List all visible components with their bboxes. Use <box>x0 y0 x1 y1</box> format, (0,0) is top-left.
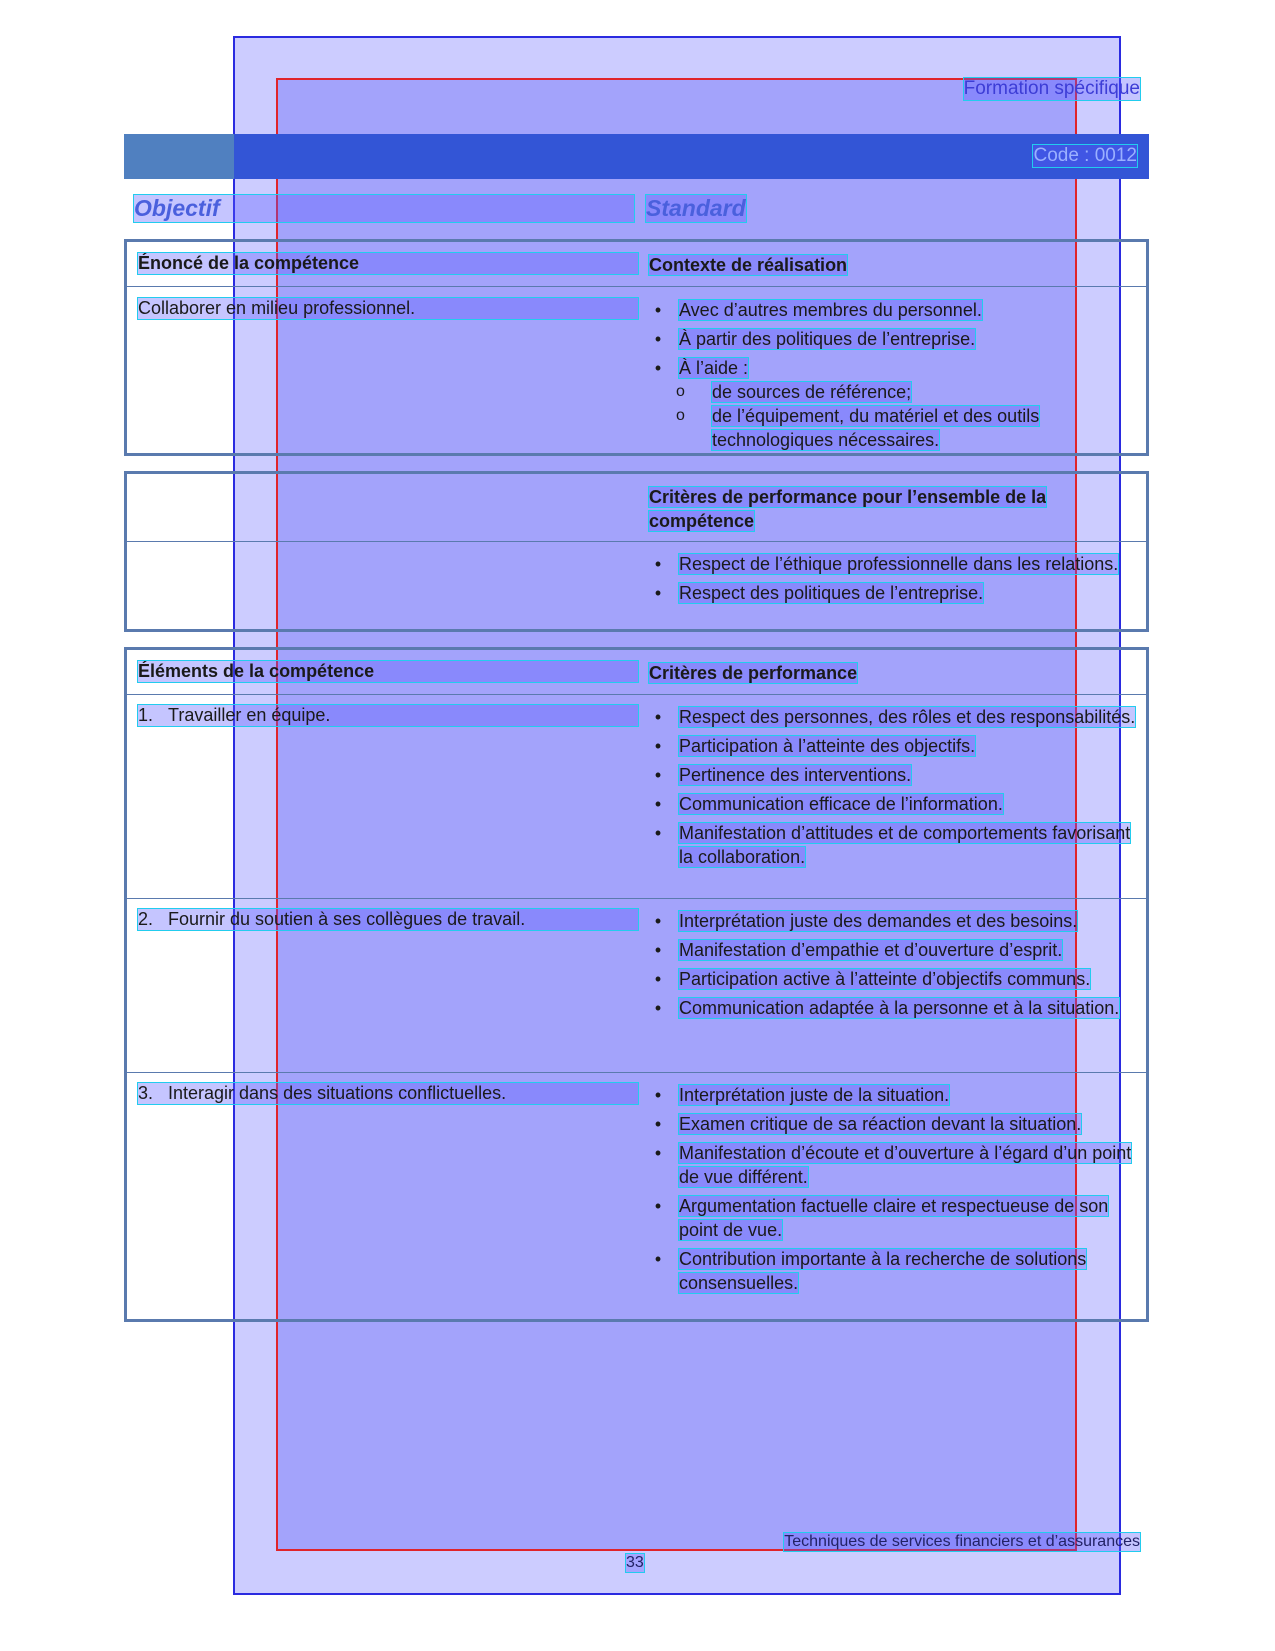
competency-statement-table <box>124 239 1149 456</box>
context-list <box>649 298 1149 452</box>
criteria-header: Critères de performance <box>649 663 858 683</box>
list-item: • Interprétation juste de la situation. <box>654 1085 950 1105</box>
standard-heading: Standard <box>646 195 746 221</box>
table-header-row <box>127 474 1146 542</box>
list-item: • Interprétation juste des demandes et des besoins. <box>654 911 1078 931</box>
overall-criteria-table <box>124 471 1149 632</box>
element-label: 3. Interagir dans des situations conflictuelles. <box>138 1083 638 1104</box>
context-header: Contexte de réalisation <box>649 255 848 275</box>
table-row <box>127 899 1146 1073</box>
table-header-row <box>127 242 1146 287</box>
elements-header: Éléments de la compétence <box>138 661 638 682</box>
list-item: • À l’aide : <box>654 358 749 378</box>
list-item: • Participation à l’atteinte des objectifs. <box>654 736 976 756</box>
list-item: • Respect des personnes, des rôles et des responsabilités. <box>654 707 1136 727</box>
table-row <box>127 695 1146 899</box>
program-footer: Techniques de services financiers et d’assurances <box>784 1533 1140 1550</box>
page-number: 33 <box>626 1554 644 1571</box>
list-item: • Examen critique de sa réaction devant la situation. <box>654 1114 1082 1134</box>
section-title: Formation spécifique <box>963 78 1140 99</box>
list-item: • Manifestation d’empathie et d’ouverture d’esprit. <box>654 940 1063 960</box>
code-bar-accent <box>124 134 234 179</box>
code-bar <box>124 134 1149 179</box>
criteria-list <box>649 1083 1139 1300</box>
list-item: • Contribution importante à la recherche de solutions consensuelles. <box>654 1249 1087 1293</box>
list-item: • Communication efficace de l’information. <box>654 794 1003 814</box>
overall-criteria-header: Critères de performance pour l’ensemble de la compétence <box>649 487 1047 531</box>
sub-list-item: o de sources de référence; <box>676 382 912 402</box>
statement-header: Énoncé de la compétence <box>138 253 638 274</box>
list-item: • Participation active à l’atteinte d’objectifs communs. <box>654 969 1091 989</box>
table-header-row <box>127 650 1146 695</box>
sub-list-item: o de l’équipement, du matériel et des outils technologiques nécessaires. <box>676 406 1040 450</box>
element-label: 1. Travailler en équipe. <box>138 705 638 726</box>
list-item: • À partir des politiques de l’entreprise. <box>654 329 976 349</box>
criteria-list <box>649 705 1149 874</box>
table-row <box>127 1073 1146 1322</box>
table-row <box>127 542 1146 630</box>
overall-criteria-list <box>649 552 1149 610</box>
list-item: • Manifestation d’attitudes et de comportements favorisant la collaboration. <box>654 823 1131 867</box>
list-item: • Respect de l’éthique professionnelle dans les relations. <box>654 554 1119 574</box>
list-item: • Respect des politiques de l’entreprise. <box>654 583 984 603</box>
competency-code: Code : 0012 <box>1033 145 1137 166</box>
list-item: • Pertinence des interventions. <box>654 765 912 785</box>
list-item: • Manifestation d’écoute et d’ouverture à l’égard d’un point de vue différent. <box>654 1143 1132 1187</box>
competency-elements-table <box>124 647 1149 1322</box>
objective-heading: Objectif <box>134 195 634 222</box>
competency-statement: Collaborer en milieu professionnel. <box>138 298 638 319</box>
criteria-list <box>649 909 1169 1025</box>
list-item: • Communication adaptée à la personne et à la situation. <box>654 998 1120 1018</box>
table-row <box>127 287 1146 453</box>
element-label: 2. Fournir du soutien à ses collègues de travail. <box>138 909 638 930</box>
list-item: • Avec d’autres membres du personnel. <box>654 300 982 320</box>
list-item: • Argumentation factuelle claire et respectueuse de son point de vue. <box>654 1196 1109 1240</box>
